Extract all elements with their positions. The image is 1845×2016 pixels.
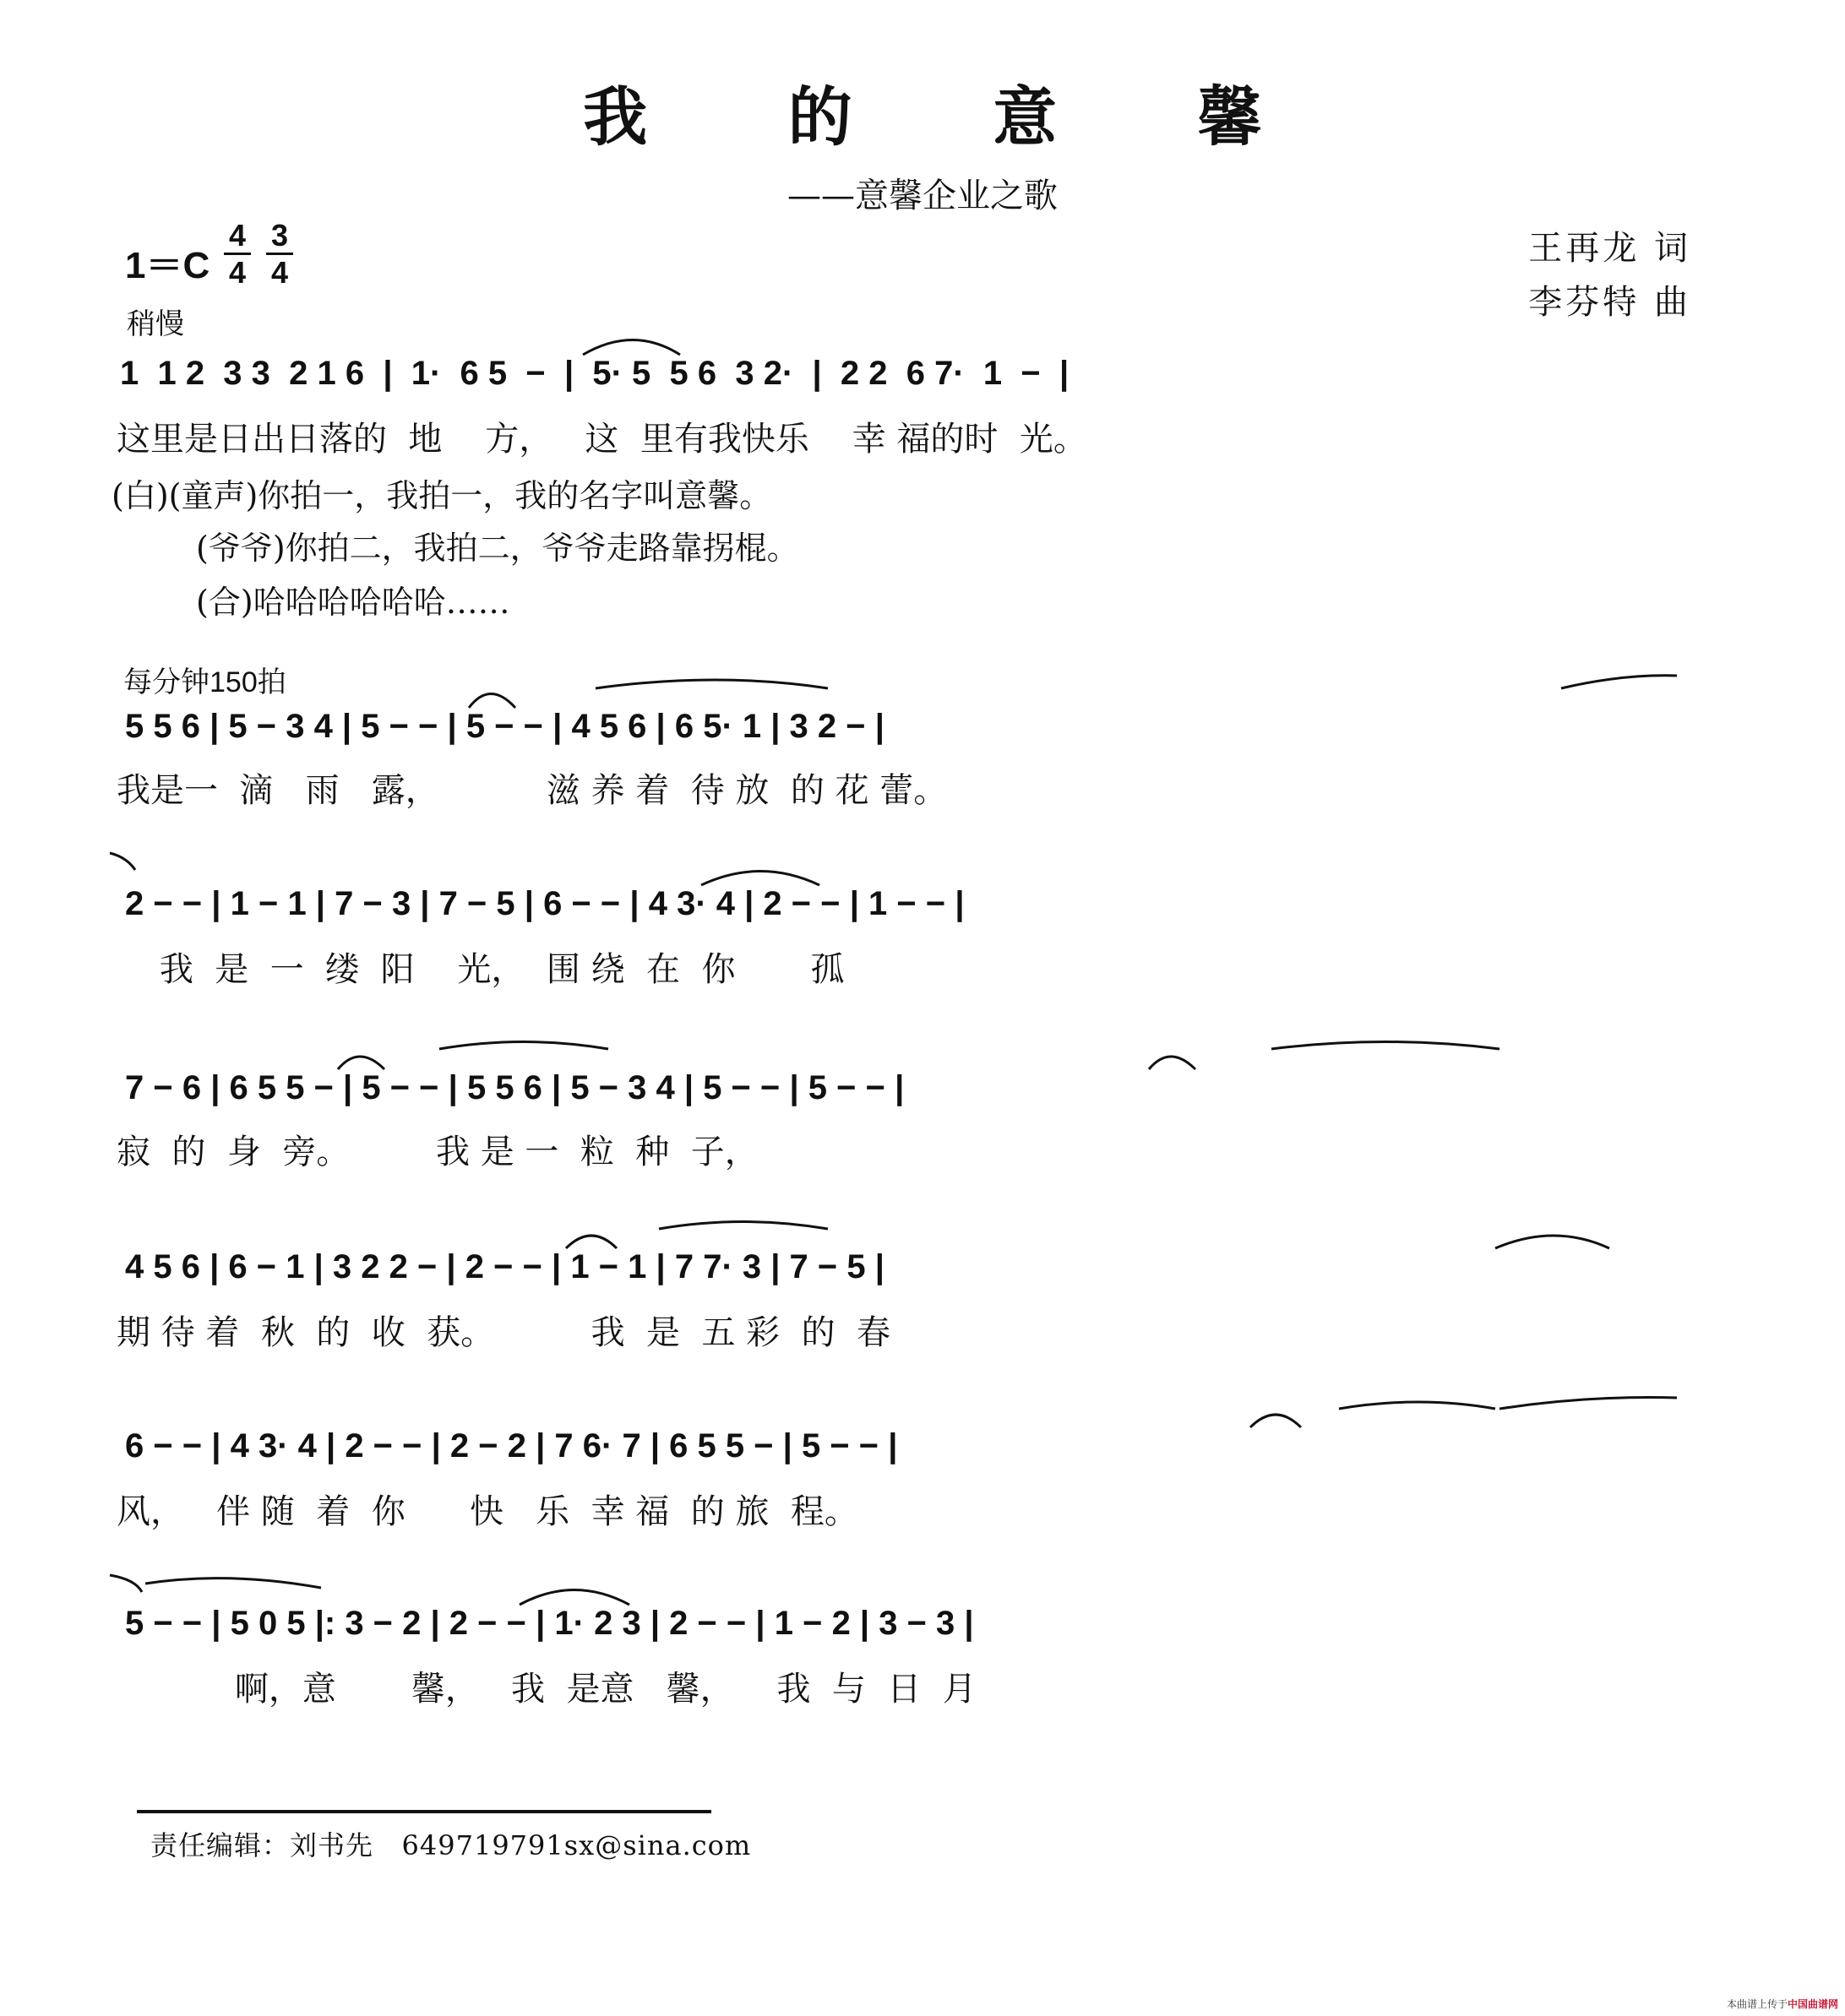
notation-row-2: 5 5 6 | 5 − 3 4 | 5 − − | 5 − − | 4 5 6 | 6 5· 1 | 3 2 − |: [125, 708, 884, 745]
editor-credit: 责任编辑：刘书先 649719791sx@sina.com: [150, 1829, 752, 1861]
lyrics-row-3: 我 是 一 缕 阳 光， 围 绕 在 你 孤: [117, 950, 845, 989]
slur-row6-a: [1250, 1415, 1301, 1427]
slur-row3-b: [701, 872, 819, 886]
tempo-bpm: 每分钟150拍: [123, 666, 286, 698]
key-signature: 1＝C: [125, 245, 210, 286]
time-signature-1-bottom: 4: [228, 255, 247, 290]
song-subtitle: ——意馨企业之歌: [787, 177, 1058, 215]
slur-row2-c: [1561, 676, 1677, 688]
time-signature-2-top: 3: [270, 218, 289, 253]
slur-row2-a: [469, 694, 515, 709]
slur-row1: [583, 340, 680, 356]
composer-credit: 李芬特 曲: [1528, 283, 1691, 322]
time-signature-2-bottom: 4: [270, 255, 289, 290]
slur-row4-b: [439, 1042, 608, 1050]
watermark: [1727, 1997, 1838, 2011]
spoken-line-3: (合)哈哈哈哈哈哈……: [196, 584, 510, 621]
notation-row-6: 6 − − | 4 3· 4 | 2 − − | 2 − 2 | 7 6· 7 | 6 5 5 − | 5 − − |: [125, 1427, 898, 1464]
lyrics-row-6: 风， 伴 随 着 你 快 乐 幸 福 的 旅 程。: [117, 1492, 858, 1531]
slur-row6-b: [1339, 1402, 1495, 1409]
lyrics-row-5: 期 待 着 秋 的 收 获。 我 是 五 彩 的 春: [117, 1313, 891, 1352]
spoken-line-1: (白)(童声)你拍一，我拍一，我的名字叫意馨。: [112, 477, 772, 514]
tempo-marking: 稍慢: [127, 308, 184, 340]
slur-row7-b: [520, 1590, 629, 1606]
notation-row-5: 4 5 6 | 6 − 1 | 3 2 2 − | 2 − − | 1 − 1 | 7 7· 3 | 7 − 5 |: [125, 1248, 884, 1285]
slur-row6-c: [1499, 1398, 1677, 1409]
watermark-prefix: 本曲谱上传于: [1726, 1998, 1788, 2010]
lyricist-credit: 王再龙 词: [1528, 229, 1691, 268]
notation-row-4: 7 − 6 | 6 5 5 − | 5 − − | 5 5 6 | 5 − 3 4 | 5 − − | 5 − − |: [125, 1069, 905, 1106]
slur-row2-b: [596, 680, 828, 688]
watermark-site: 中国曲谱网: [1787, 1998, 1838, 2010]
slur-row7-start: [110, 1575, 142, 1592]
lyrics-row-7: 啊，意 馨， 我 是意 馨， 我 与 日 月: [117, 1670, 977, 1709]
slur-row4-d: [1271, 1042, 1499, 1050]
lyrics-row-2: 我是一 滴 雨 露， 滋 养 着 待 放 的 花 蕾。: [117, 771, 948, 810]
footer-rule: [137, 1810, 711, 1813]
notation-row-1: 1 1 2 3 3 2 1 6 | 1· 6 5 − | 5· 5 5 6 3 2· | 2 2 6 7· 1 − |: [120, 355, 1069, 392]
slur-row5-a: [566, 1236, 617, 1248]
slur-row4-c: [1149, 1057, 1195, 1069]
slur-row7-a: [145, 1579, 321, 1588]
time-signature-1-top: 4: [228, 218, 247, 253]
lyrics-row-4: 寂 的 身 旁。 我 是 一 粒 种 子，: [117, 1133, 759, 1171]
slur-row5-b: [659, 1222, 828, 1230]
slur-row4-a: [338, 1057, 384, 1069]
song-title: 我 的 意 馨: [583, 79, 1321, 155]
lyrics-row-1: 这里是日出日落的 地 方， 这 里有我快乐 幸 福的时 光。: [117, 420, 1087, 459]
slur-row5-c: [1495, 1236, 1609, 1248]
notation-row-3: 2 − − | 1 − 1 | 7 − 3 | 7 − 5 | 6 − − | 4 3· 4 | 2 − − | 1 − − |: [125, 885, 965, 922]
slur-row3-start: [110, 853, 135, 870]
notation-row-7: 5 − − | 5 0 5 |: 3 − 2 | 2 − − | 1· 2 3 | 2 − − | 1 − 2 | 3 − 3 |: [125, 1605, 974, 1642]
spoken-line-2: (爷爷)你拍二，我拍二，爷爷走路靠拐棍。: [196, 530, 799, 567]
